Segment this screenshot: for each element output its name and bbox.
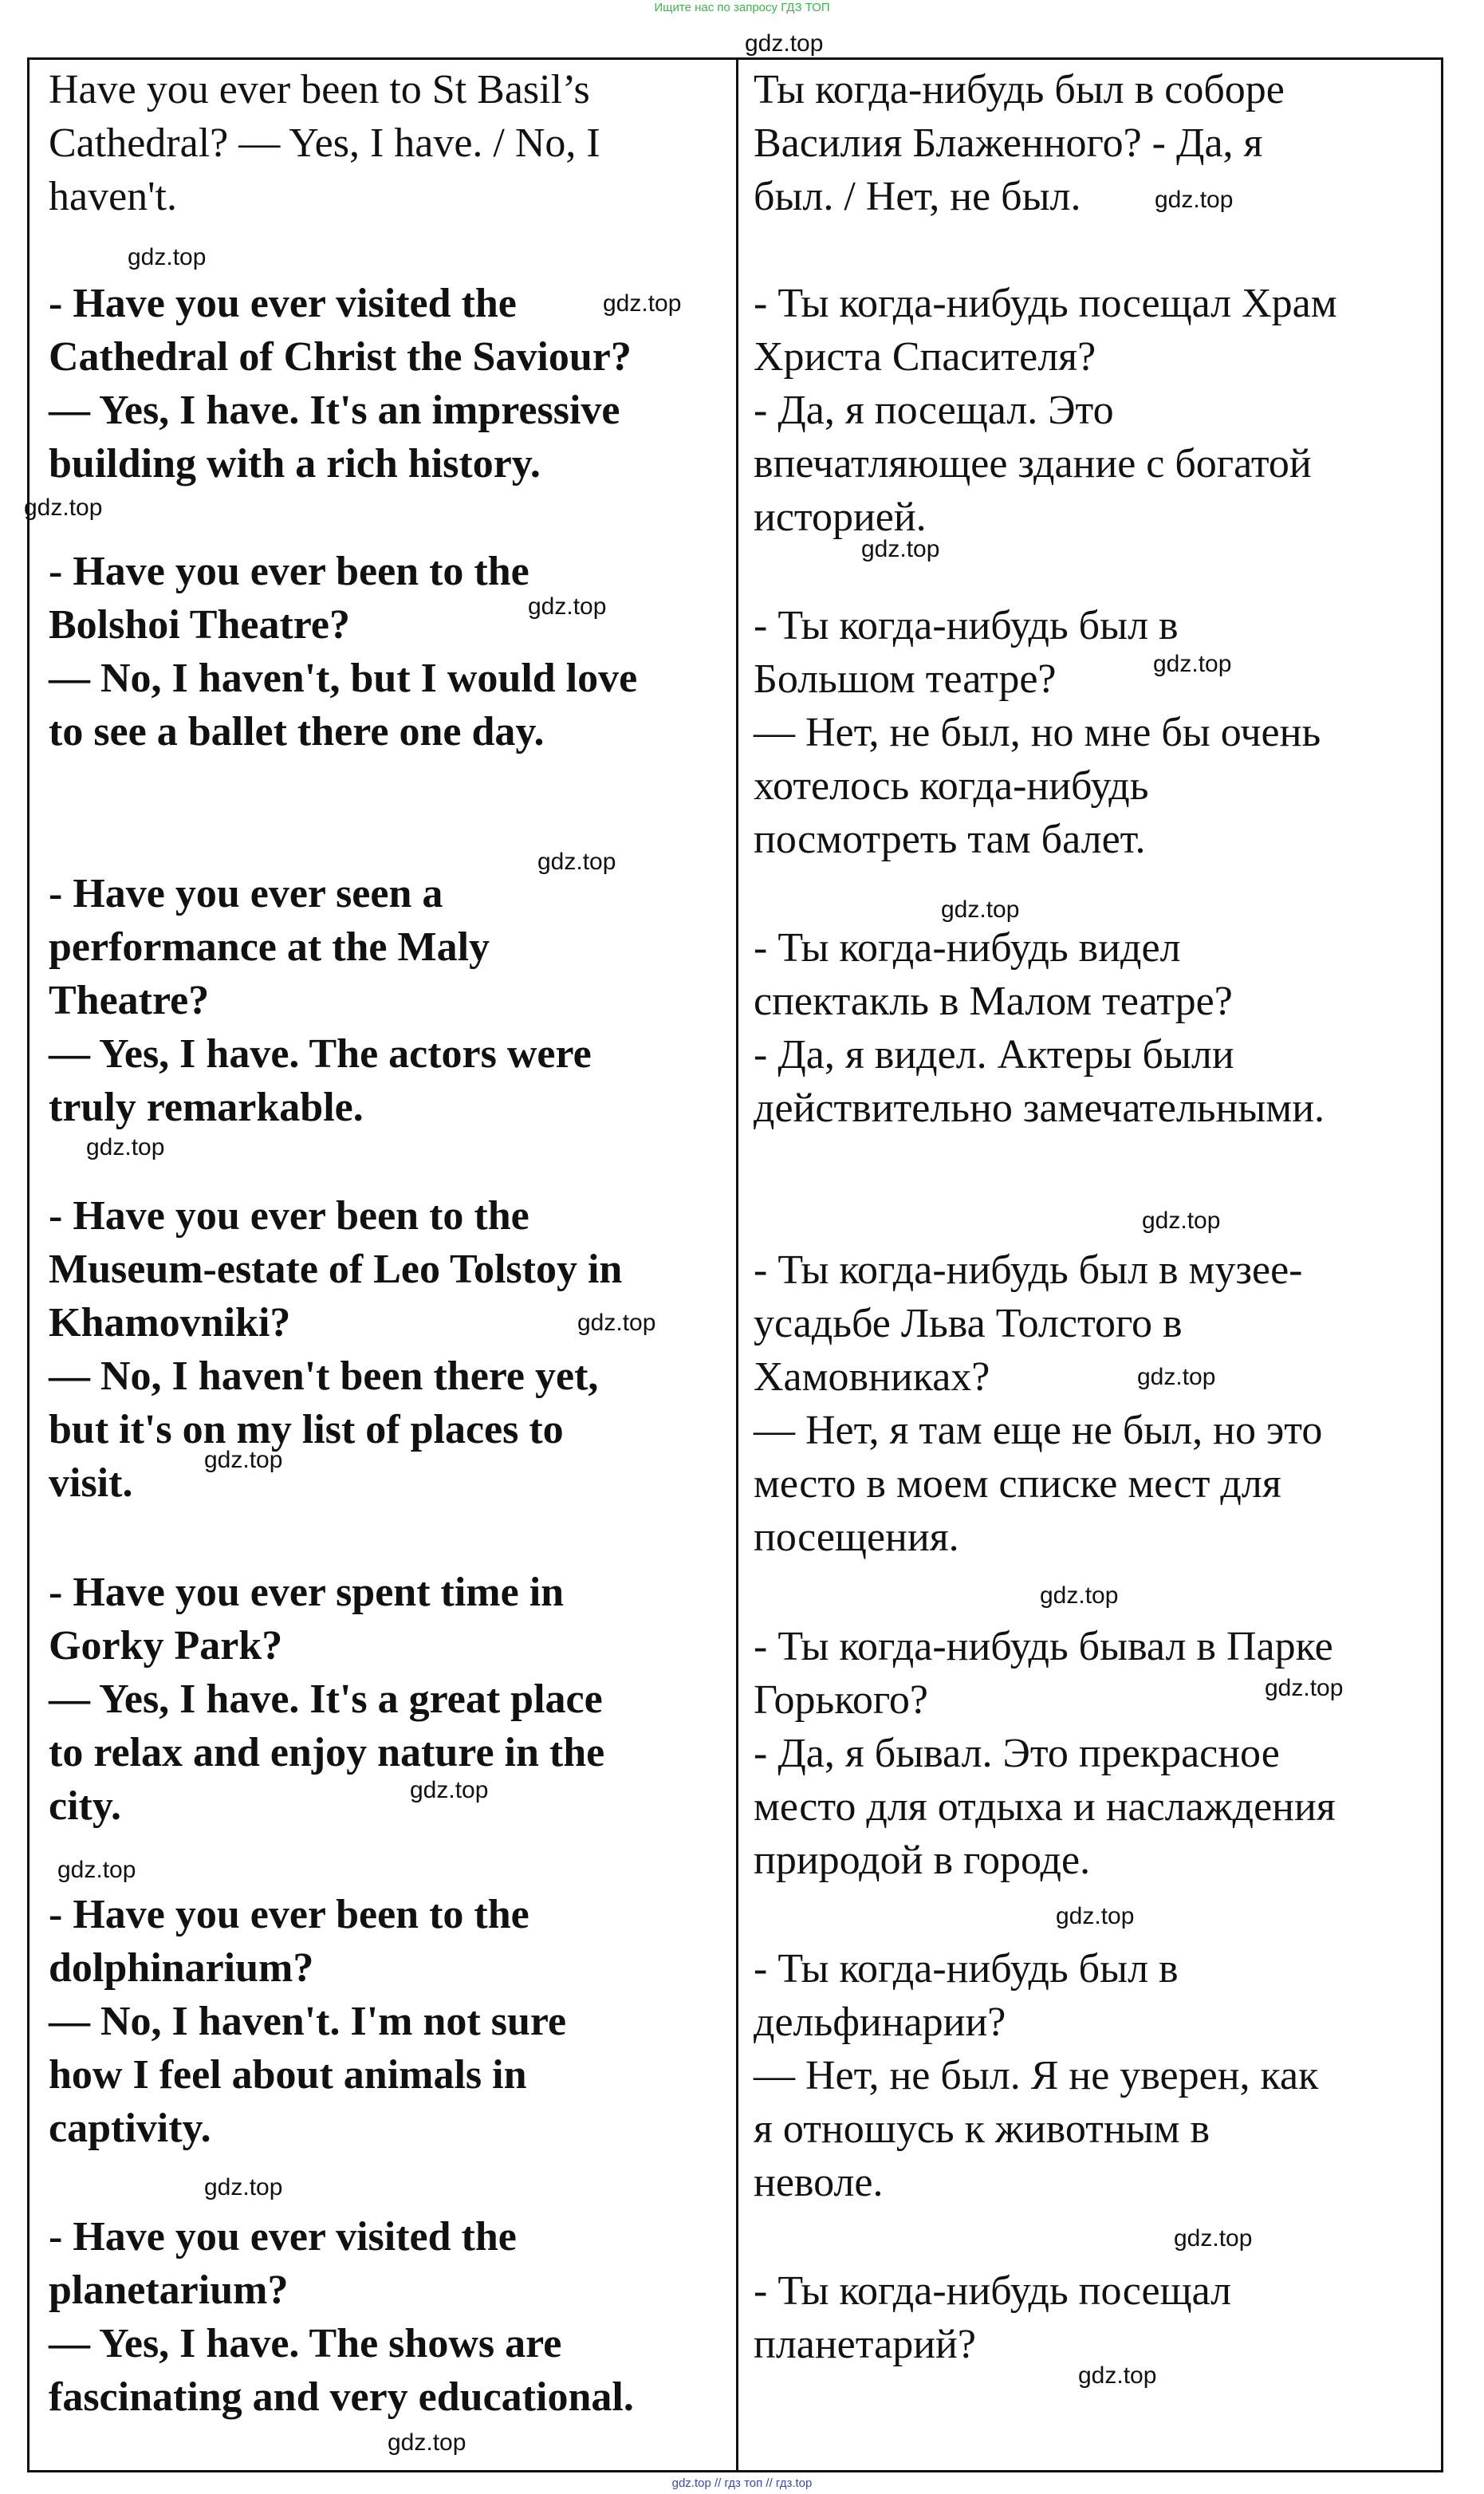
dialogue-russian-planetarium xyxy=(754,2264,1431,2371)
text-line: - Ты когда-нибудь был в xyxy=(754,1946,1179,1992)
text-line: был. / Нет, не был. xyxy=(754,174,1081,219)
text-line: Have you ever been to St Basil’s xyxy=(49,67,590,112)
text-line: to see a ballet there one day. xyxy=(49,709,545,755)
text-line: - Ты когда-нибудь посещал Храм xyxy=(754,281,1337,326)
text-line: dolphinarium? xyxy=(49,1945,314,1991)
text-line: — Нет, не был, но мне бы очень xyxy=(754,710,1321,755)
text-line: - Have you ever seen a xyxy=(49,871,443,916)
watermark: gdz.top xyxy=(1155,187,1234,213)
text-line: - Have you ever visited the xyxy=(49,2214,517,2260)
text-line: how I feel about animals in xyxy=(49,2052,527,2098)
text-line: хотелось когда-нибудь xyxy=(754,763,1149,809)
text-line: Cathedral? — Yes, I have. / No, I xyxy=(49,120,600,166)
text-line: - Ты когда-нибудь видел xyxy=(754,925,1181,971)
watermark: gdz.top xyxy=(57,1857,136,1883)
watermark: gdz.top xyxy=(1056,1903,1135,1929)
text-line: Хамовниках? xyxy=(754,1354,990,1400)
text-line: Theatre? xyxy=(49,978,210,1023)
dialogue-russian-tolstoy xyxy=(754,1243,1431,1564)
text-line: Museum-estate of Leo Tolstoy in xyxy=(49,1247,623,1292)
text-line: неволе. xyxy=(754,2160,884,2205)
text-line: — Нет, не был. Я не уверен, как xyxy=(754,2053,1319,2098)
watermark: gdz.top xyxy=(24,494,103,521)
text-line: посмотреть там балет. xyxy=(754,817,1146,862)
text-line: место в моем списке мест для xyxy=(754,1461,1281,1507)
text-line: Khamovniki? xyxy=(49,1300,291,1345)
text-line: — Нет, я там еще не был, но это xyxy=(754,1408,1323,1453)
text-line: — No, I haven't been there yet, xyxy=(49,1353,599,1399)
text-line: посещения. xyxy=(754,1515,959,1560)
column-divider xyxy=(736,60,738,2470)
dialogue-english-maly xyxy=(49,867,726,1134)
watermark: gdz.top xyxy=(1137,1364,1216,1390)
text-line: действительно замечательными. xyxy=(754,1085,1325,1131)
text-line: city. xyxy=(49,1783,121,1829)
text-line: building with a rich history. xyxy=(49,441,541,487)
translation-table xyxy=(27,57,1443,2472)
text-line: - Ты когда-нибудь был в музее- xyxy=(754,1247,1303,1293)
text-line: - Ты когда-нибудь бывал в Парке xyxy=(754,1624,1333,1669)
text-line: Bolshoi Theatre? xyxy=(49,602,351,648)
watermark: gdz.top xyxy=(577,1310,656,1336)
text-line: — No, I haven't, but I would love xyxy=(49,656,638,701)
text-line: - Да, я посещал. Это xyxy=(754,388,1114,433)
search-banner[interactable]: Ищите нас по запросу ГДЗ ТОП xyxy=(654,1,830,14)
text-line: to relax and enjoy nature in the xyxy=(49,1730,605,1775)
text-line: - Have you ever been to the xyxy=(49,1892,529,1937)
text-line: место для отдыха и наслаждения xyxy=(754,1784,1336,1830)
text-line: Большом театре? xyxy=(754,656,1057,702)
text-line: - Ты когда-нибудь был в xyxy=(754,603,1179,648)
text-line: Gorky Park? xyxy=(49,1623,283,1669)
watermark: gdz.top xyxy=(1040,1582,1119,1609)
watermark: gdz.top xyxy=(1174,2225,1253,2252)
watermark: gdz.top xyxy=(603,290,682,317)
dialogue-english-bolshoi xyxy=(49,545,726,758)
text-line: but it's on my list of places to xyxy=(49,1407,564,1452)
text-line: - Have you ever been to the xyxy=(49,549,529,594)
text-line: - Have you ever been to the xyxy=(49,1193,529,1239)
dialogue-english-planetarium xyxy=(49,2210,726,2424)
watermark: gdz.top xyxy=(204,2174,283,2200)
text-line: - Have you ever visited the xyxy=(49,281,517,326)
text-line: — Yes, I have. The actors were xyxy=(49,1031,592,1077)
watermark: gdz.top xyxy=(86,1134,165,1160)
text-line: планетарий? xyxy=(754,2322,976,2367)
intro-english xyxy=(49,63,726,223)
watermark: gdz.top xyxy=(537,849,616,875)
dialogue-english-dolphinarium xyxy=(49,1888,726,2155)
dialogue-russian-bolshoi xyxy=(754,599,1431,866)
text-line: — Yes, I have. It's an impressive xyxy=(49,388,620,433)
text-line: visit. xyxy=(49,1460,133,1506)
dialogue-russian-gorky-park xyxy=(754,1620,1431,1887)
watermark: gdz.top xyxy=(204,1447,283,1473)
text-line: Cathedral of Christ the Saviour? xyxy=(49,334,632,380)
text-line: природой в городе. xyxy=(754,1838,1091,1883)
text-line: performance at the Maly xyxy=(49,924,490,970)
watermark: gdz.top xyxy=(1142,1208,1221,1234)
text-line: — No, I haven't. I'm not sure xyxy=(49,1999,567,2044)
text-line: дельфинарии? xyxy=(754,2000,1006,2045)
text-line: Василия Блаженного? - Да, я xyxy=(754,120,1263,166)
dialogue-russian-cathedral-of-christ xyxy=(754,277,1431,544)
text-line: - Да, я бывал. Это прекрасное xyxy=(754,1731,1280,1776)
text-line: Христа Спасителя? xyxy=(754,334,1096,380)
text-line: truly remarkable. xyxy=(49,1085,364,1130)
watermark: gdz.top xyxy=(410,1777,489,1803)
watermark: gdz.top xyxy=(1153,651,1232,677)
text-line: спектакль в Малом театре? xyxy=(754,979,1233,1024)
text-line: haven't. xyxy=(49,174,177,219)
text-line: Ты когда-нибудь был в соборе xyxy=(754,67,1285,112)
text-line: историей. xyxy=(754,494,927,540)
watermark: gdz.top xyxy=(861,536,940,562)
text-line: я отношусь к животным в xyxy=(754,2106,1210,2152)
watermark: gdz.top xyxy=(745,30,824,57)
text-line: — Yes, I have. The shows are xyxy=(49,2321,562,2366)
text-line: впечатляющее здание с богатой xyxy=(754,441,1312,487)
text-line: Горького? xyxy=(754,1677,928,1723)
text-line: planetarium? xyxy=(49,2267,289,2313)
dialogue-russian-dolphinarium xyxy=(754,1942,1431,2209)
text-line: - Ты когда-нибудь посещал xyxy=(754,2268,1232,2314)
dialogue-russian-maly xyxy=(754,921,1431,1135)
watermark: gdz.top xyxy=(128,244,207,270)
intro-russian xyxy=(754,63,1431,223)
text-line: — Yes, I have. It's a great place xyxy=(49,1676,603,1722)
text-line: - Have you ever spent time in xyxy=(49,1570,565,1615)
watermark: gdz.top xyxy=(941,896,1020,923)
text-line: усадьбе Льва Толстого в xyxy=(754,1301,1183,1346)
watermark: gdz.top xyxy=(388,2429,466,2456)
text-line: - Да, я видел. Актеры были xyxy=(754,1032,1234,1078)
dialogue-english-gorky-park xyxy=(49,1566,726,1833)
text-line: captivity. xyxy=(49,2106,211,2151)
dialogue-english-tolstoy xyxy=(49,1189,726,1510)
footer-links[interactable]: gdz.top // гдз топ // гдз.top xyxy=(671,2476,813,2490)
watermark: gdz.top xyxy=(1078,2362,1157,2389)
text-line: fascinating and very educational. xyxy=(49,2374,634,2420)
watermark: gdz.top xyxy=(528,593,607,620)
watermark: gdz.top xyxy=(1265,1675,1344,1701)
